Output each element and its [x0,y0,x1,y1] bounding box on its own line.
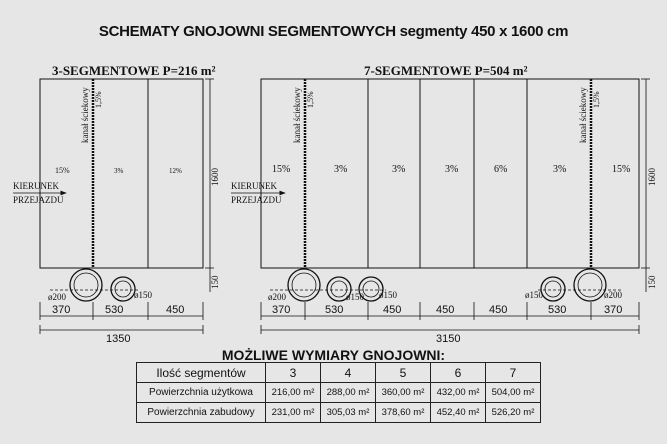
table-cell: 216,00 m² [266,383,321,403]
left-channel-label: kanał ściekowy [80,87,90,143]
right-dim-2: 530 [325,304,344,316]
table-cell: 360,00 m² [376,383,431,403]
right-height-total: 1600 [647,168,657,186]
table-title: MOŻLIWE WYMIARY GNOJOWNI: [221,347,446,363]
left-dim-3: 450 [166,304,185,316]
table-cell: 378,60 m² [376,403,431,423]
right-tank-small-3-inner [545,281,561,297]
right-slope-6: 3% [553,164,567,175]
left-tank-large-inner [74,273,98,297]
right-tank-small-1-inner [331,281,347,297]
right-tank-large-2-inner [578,273,602,297]
table-cell: 452,40 m² [431,403,486,423]
table-row [137,383,541,403]
right-dim-5: 450 [489,304,508,316]
right-direction-line2: PRZEJAZDU [231,195,282,205]
left-direction-line2: PRZEJAZDU [13,195,64,205]
right-tank-label-2: ø150 [346,292,364,302]
table-header-cell: 5 [376,363,431,383]
right-tank-label-4: ø150 [525,290,543,300]
left-slope-2: 3% [114,167,124,175]
right-tank-large-1 [288,269,320,301]
left-channel-slope: 1,5% [94,91,103,108]
right-channel-label-1: kanał ściekowy [292,87,302,143]
left-slope-1: 15% [55,166,70,175]
right-dim-4: 450 [436,304,455,316]
right-direction-line1: KIERUNEK [231,181,277,191]
right-height-tank: 150 [647,275,657,289]
right-plan [231,63,657,345]
left-direction-line1: KIERUNEK [13,181,59,191]
right-tank-label-1: ø200 [268,292,286,302]
right-tank-large-1-inner [292,273,316,297]
right-tank-small-2-inner [363,281,379,297]
left-plan-heading: 3-SEGMENTOWE P=216 m² [52,63,216,78]
left-height-total: 1600 [210,168,220,186]
left-tank-label-1: ø200 [48,292,66,302]
right-dim-total: 3150 [436,333,461,345]
right-slope-3: 3% [392,164,406,175]
left-plan [13,63,220,345]
left-dim-1: 370 [52,304,71,316]
table-row [137,363,541,383]
left-dim-2: 530 [105,304,124,316]
table-header-label: Ilość segmentów [137,363,266,383]
table-cell: 526,20 m² [486,403,541,423]
table-cell: 231,00 m² [266,403,321,423]
table-header-cell: 4 [321,363,376,383]
right-tank-label-3: ø150 [379,290,397,300]
diagram-title: SCHEMATY GNOJOWNI SEGMENTOWYCH segmenty 450 x 1600 cm [98,23,569,40]
table-row-label: Powierzchnia zabudowy [137,403,266,423]
left-height-tank: 150 [210,275,220,289]
right-dim-6: 530 [548,304,567,316]
right-slope-5: 6% [494,164,508,175]
right-slope-4: 3% [445,164,459,175]
left-tank-small-inner [115,281,131,297]
right-slope-7: 15% [612,164,631,175]
right-slope-1: 15% [272,164,291,175]
left-tank-large [70,269,102,301]
table-cell: 432,00 m² [431,383,486,403]
left-tank-label-2: ø150 [134,290,152,300]
table-header-cell: 7 [486,363,541,383]
right-tank-label-5: ø200 [604,290,622,300]
right-tank-large-2 [574,269,606,301]
table-header-cell: 6 [431,363,486,383]
right-channel-slope-2: 1,5% [592,91,601,108]
left-slope-3: 12% [169,167,182,175]
table-row [137,403,541,423]
table-cell: 288,00 m² [321,383,376,403]
right-channel-label-2: kanał ściekowy [578,87,588,143]
table-row-label: Powierzchnia użytkowa [137,383,266,403]
right-plan-heading: 7-SEGMENTOWE P=504 m² [364,63,528,78]
table-header-cell: 3 [266,363,321,383]
table-cell: 305,03 m² [321,403,376,423]
right-dim-7: 370 [604,304,623,316]
right-dim-3: 450 [383,304,402,316]
right-slope-2: 3% [334,164,348,175]
dimensions-table [136,362,541,423]
left-dim-total: 1350 [106,333,131,345]
right-dim-1: 370 [272,304,291,316]
right-channel-slope-1: 1,5% [306,91,315,108]
table-cell: 504,00 m² [486,383,541,403]
